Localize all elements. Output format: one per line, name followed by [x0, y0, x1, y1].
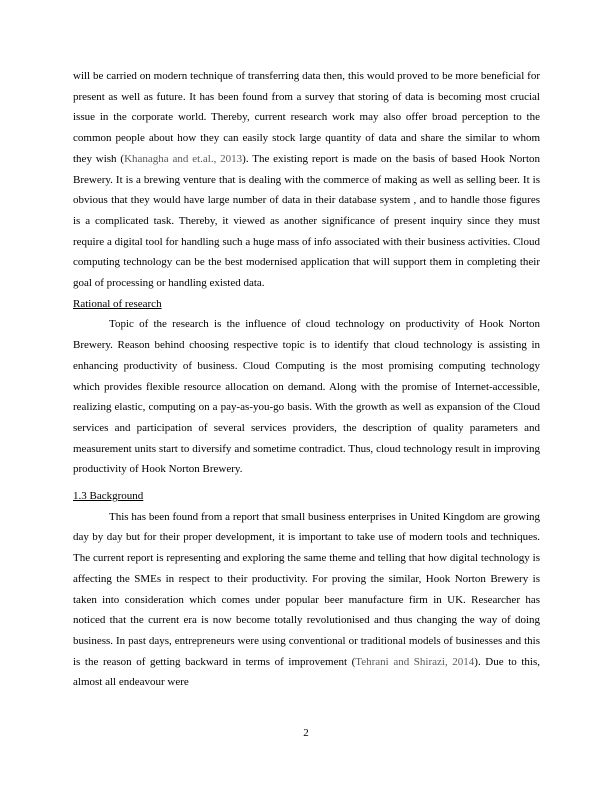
citation-tehrani: Tehrani and Shirazi, 2014 [355, 655, 475, 668]
citation-khanagha: Khanagha and et.al., 2013 [124, 152, 243, 165]
page-number: 2 [303, 727, 309, 739]
heading-background: 1.3 Background [73, 490, 144, 503]
document-page [73, 66, 540, 693]
heading-rational: Rational of research [73, 297, 162, 310]
background-text-a: This has been found from a report that small business enterprises in United Kingdom are growing day by day but for their proper development, it is important to take use of modern tools and techniques. The current report is representing and exploring the same theme and telling that how digital technology is affecting the SMEs in respect to their productivity. For proving the similar, Hook Norton Brewery is taken into consideration which comes under popular beer manufacture firm in UK. Researcher has noticed that the current era is now become totally revolutionised and thus changing the way of doing business. In past days, entrepreneurs were using conventional or traditional models of businesses and this is the reason of getting backward in terms of improvement ( [73, 510, 540, 668]
intro-text-b: ). The existing report is made on the basis of based Hook Norton Brewery. It is a brewing venture that is dealing with the commerce of making as well as selling beer. It is obvious that they would have large number of data in their database system , and to handle those figures is a complicated task. Thereby, it viewed as another significance of present inquiry since they must require a digital tool for handling such a huge mass of info associated with their business activities. Cloud computing technology can be the best modernised application that will support them in completing their goal of processing or handling existed data. [73, 152, 540, 290]
background-paragraph [73, 507, 540, 693]
rational-paragraph: Topic of the research is the influence of cloud technology on productivity of Hook Norton Brewery. Reason behind choosing respective topic is to identify that cloud technology is assisting in enhancing productivity of business. Cloud Computing is the most promising computing technology which provides flexible resource allocation on demand. Along with the promise of Internet-accessible, realizing elastic, computing on a pay-as-you-go basis. With the growth as well as expansion of the Cloud services and participation of several services providers, the description of quality parameters and measurement units start to diversify and sometime contradict. Thus, cloud technology result in improving productivity of Hook Norton Brewery. [73, 318, 540, 476]
background-text-b: ). Due to this, almost all endeavour were [73, 655, 540, 689]
intro-text-a: will be carried on modern technique of transferring data then, this would proved to be more beneficial for present as well as future. It has been found from a survey that storing of data is becoming most crucial issue in the corporate world. Thereby, current research work may also offer broad perception to the common people about how they can easily stock large quantity of data and share the similar to whom they wish ( [73, 70, 540, 165]
intro-paragraph [73, 66, 540, 294]
